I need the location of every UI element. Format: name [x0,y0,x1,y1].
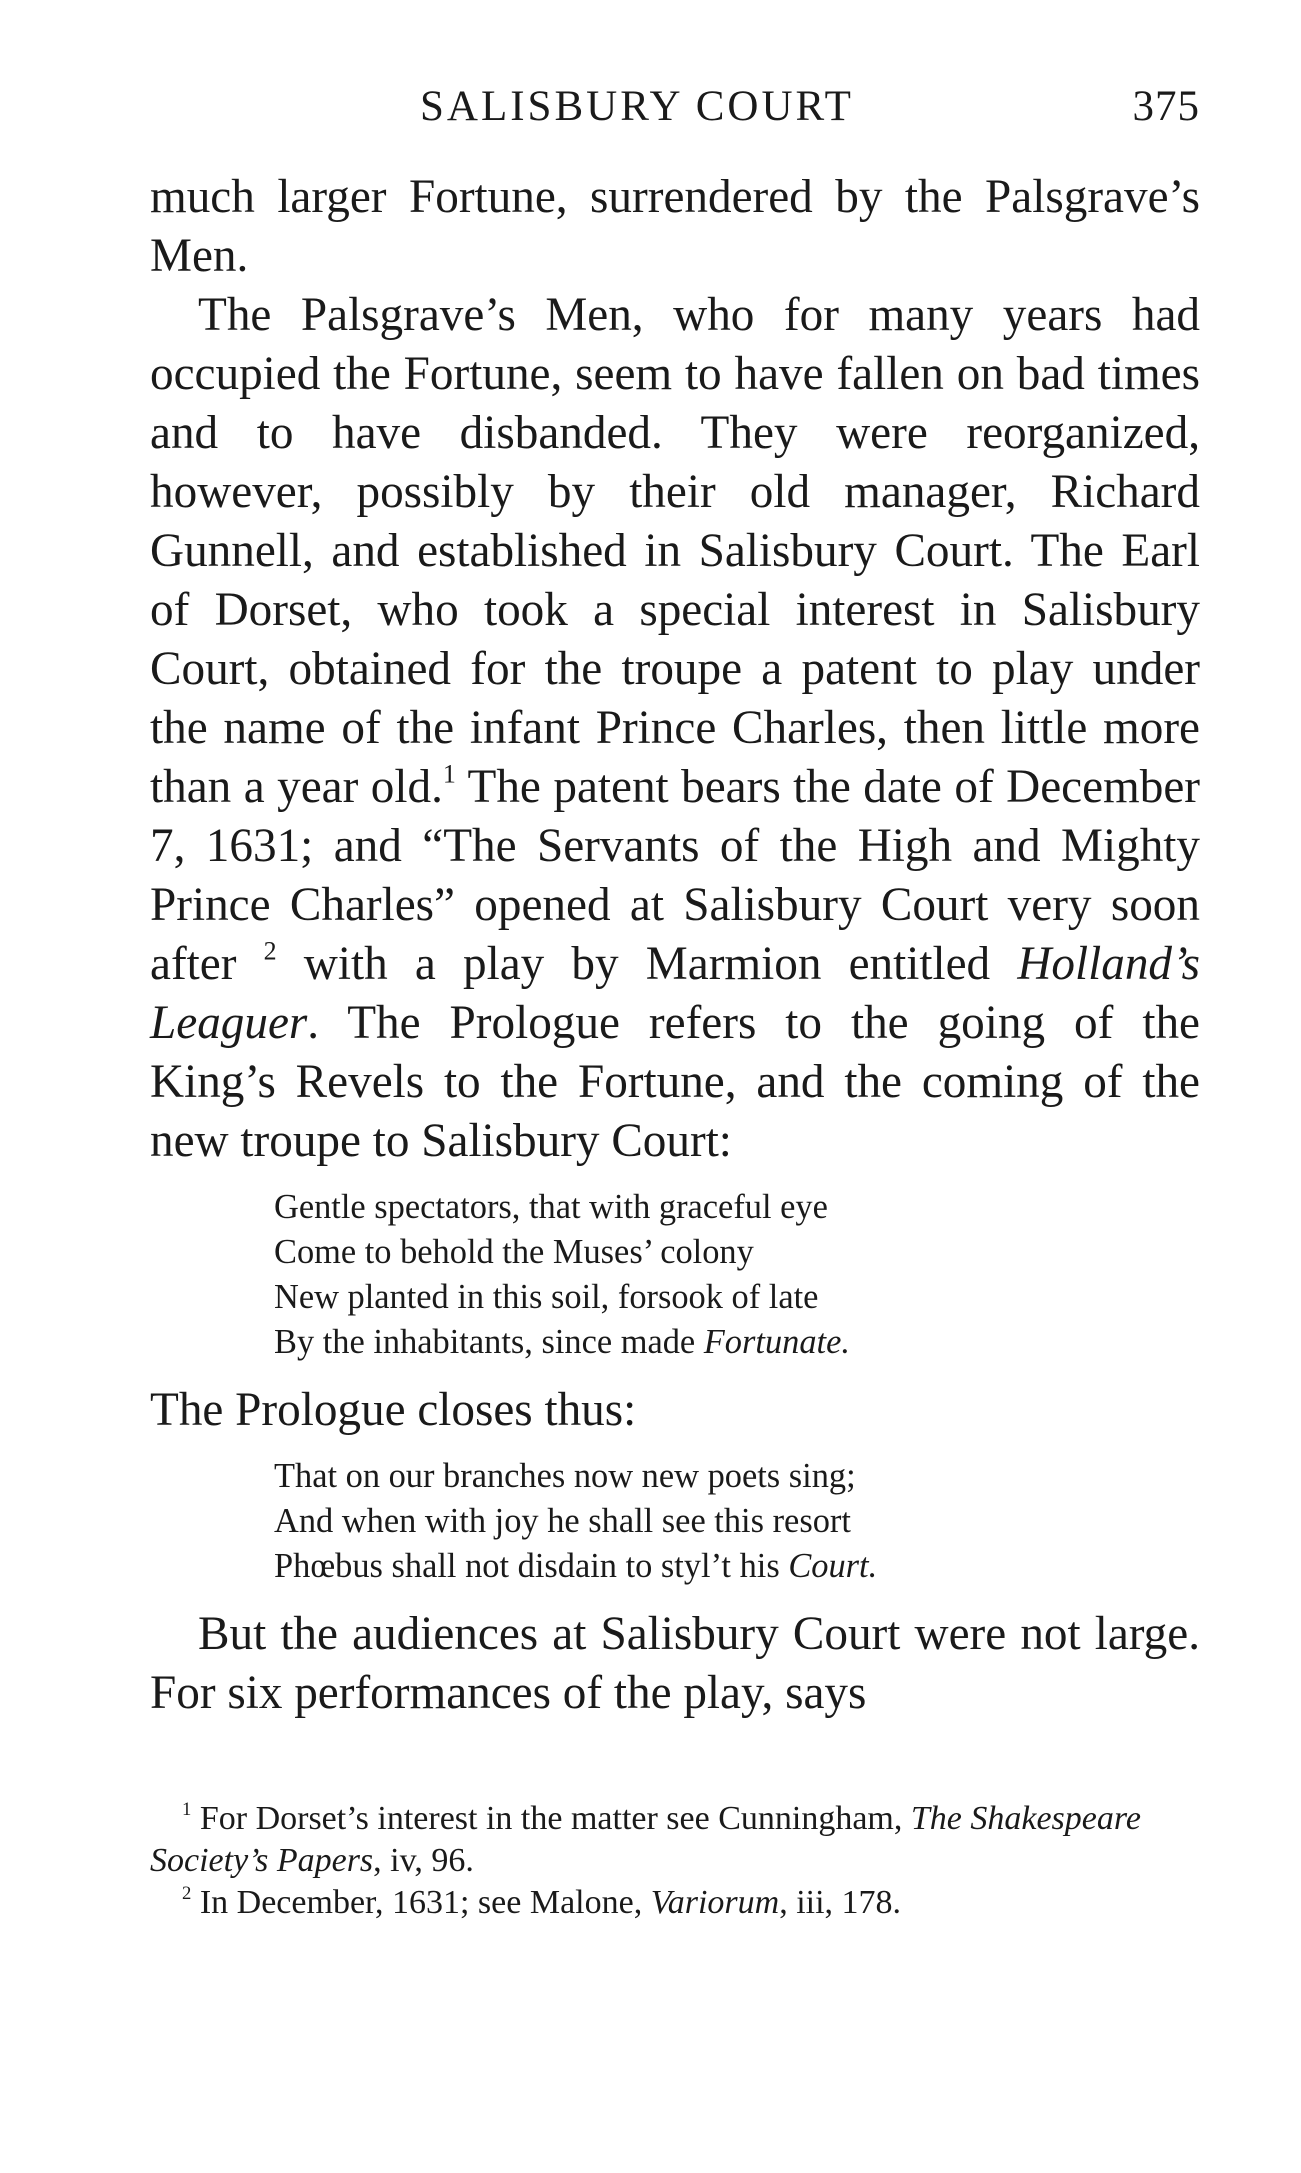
footnote-title: The Shakespeare Society’s Papers [150,1800,1141,1879]
footnote-ref-1: 1 [442,759,456,789]
paragraph-text: much larger Fortune, surrendered by the Palsgrave’s Men. [150,171,1200,282]
footnote-mark: 1 [182,1798,192,1820]
paragraph-audiences [150,1605,1200,1723]
verse-line: And when with joy he shall see this resort [274,1502,851,1540]
verse-line: New planted in this soil, forsook of late [274,1278,819,1316]
verse-line: Come to behold the Muses’ colony [274,1233,754,1271]
verse-italic: Court. [788,1547,878,1585]
verse-text: By the inhabitants, since made [274,1323,704,1361]
paragraph-text: The Prologue closes thus: [150,1384,637,1436]
verse-line: Gentle spectators, that with graceful eye [274,1188,828,1226]
footnote-title: Variorum [650,1884,780,1921]
body-text [150,168,1200,1723]
paragraph-prologue-closes [150,1381,1200,1440]
paragraph-text: The patent bears the date of December 7, 1631; and “The Servants of the High and Mighty Prince Charles” opened at Salisbury Court very soon after [150,761,1200,990]
paragraph-text: But the audiences at Salisbury Court were not large. For six performances of the play, says [150,1608,1200,1719]
footnote-text: , iv, 96. [373,1842,474,1879]
verse-quote-1 [274,1185,1200,1365]
footnote-text: In December, 1631; see Malone, [191,1884,651,1921]
running-title: SALISBURY COURT [420,83,854,130]
paragraph-text: with a play by Marmion entitled [276,938,1018,990]
footnote-2 [150,1882,1200,1924]
paragraph-palsgraves-men [150,286,1200,1171]
paragraph-continuation [150,168,1200,286]
footnote-text: For Dorset’s interest in the matter see Cunningham, [191,1800,911,1837]
verse-text: Phœbus shall not disdain to styl’t his [274,1547,789,1585]
footnote-1 [150,1798,1200,1882]
page-number: 375 [1132,83,1200,130]
footnotes [150,1798,1200,1924]
footnote-ref-2: 2 [263,936,277,966]
verse-line: That on our branches now new poets sing; [274,1457,856,1495]
paragraph-text: . The Prologue refers to the going of the King’s Revels to the Fortune, and the coming of the new troupe to Salisbury Court: [150,997,1200,1167]
verse-line [274,1320,1200,1365]
paragraph-text: The Palsgrave’s Men, who for many years had occupied the Fortune, seem to have fallen on bad times and to have disbanded. They were reorganized, however, possibly by their old manager, Richard Gunnell, and established in Salisbury Court. The Earl of Dorset, who took a special interest in Salisbury Court, obtained for the troupe a patent to play under the name of the infant Prince Charles, then little more than a year old. [150,289,1200,813]
verse-line [274,1544,1200,1589]
play-title: Holland’s Leaguer [150,938,1200,1049]
verse-quote-2 [274,1454,1200,1589]
verse-italic: Fortunate. [703,1323,850,1361]
footnote-mark: 2 [182,1882,192,1904]
footnote-text: , iii, 178. [779,1884,902,1921]
running-head [150,82,1200,142]
